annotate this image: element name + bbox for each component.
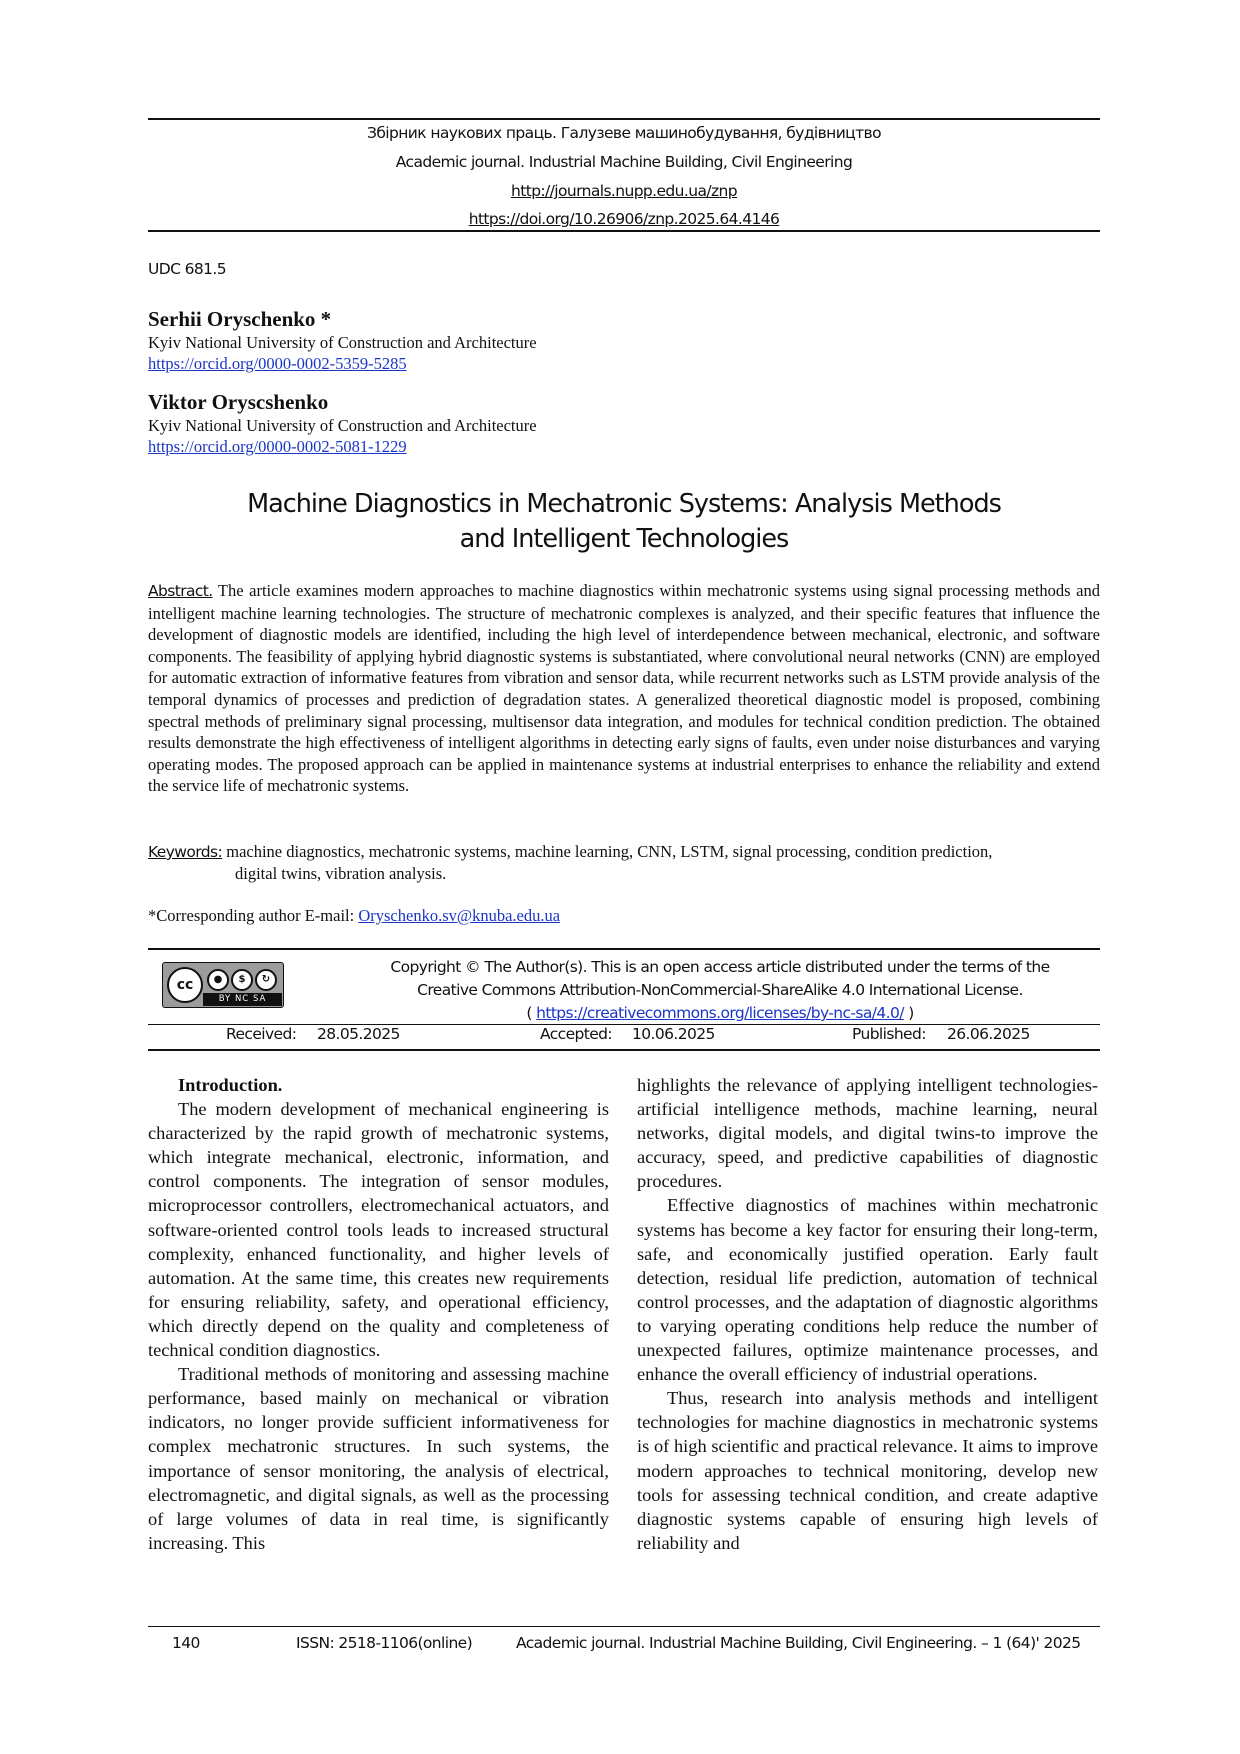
section-heading: Introduction. [178, 1075, 283, 1095]
corresponding-email[interactable]: Oryschenko.sv@knuba.edu.ua [358, 906, 561, 925]
abstract-label: Abstract. [148, 582, 213, 600]
abstract-text: The article examines modern approaches to machine diagnostics within mechatronic systems using signal processing methods and intelligent machine learning technologies. The structure of mechatronic complexes is analyzed, and their specific features that influence the development of diagnostic models are identified, including the high level of interdependence between mechanical, electronic, and software components. The feasibility of applying hybrid diagnostic systems is substantiated, where convolutional neural networks (CNN) are employed for automatic extraction of informative features from vibration and sensor data, while recurrent networks such as LSTM provide analysis of the temporal dynamics of processes and prediction of degradation states. A generalized theoretical diagnostic model is proposed, combining spectral methods of preliminary signal processing, multisensor data integration, and modules for technical condition prediction. The obtained results demonstrate the high effectiveness of intelligent algorithms in detecting early signs of faults, even under noise disturbances and varying operating modes. The proposed approach can be applied in maintenance systems at industrial enterprises to enhance the reliability and extend the service life of mechatronic systems. [148, 581, 1100, 796]
paragraph: The modern development of mechanical engineering is characterized by the rapid growth of mechatronic systems, which integrate mechanical, electronic, information, and control components. The integration of sensor modules, microprocessor controllers, electromechanical actuators, and software-oriented control tools leads to increased structural complexity, enhanced functionality, and higher levels of automation. At the same time, this creates new requirements for ensuring reliability, safety, and operational efficiency, which directly depend on the quality and completeness of technical condition diagnostics. [148, 1099, 609, 1361]
doi [148, 205, 1100, 233]
paragraph: highlights the relevance of applying intelligent technologies-artificial intelligence methods, machine learning, neural networks, digital models, and digital twins-to improve the accuracy, speed, and predictive capabilities of diagnostic procedures. [637, 1075, 1098, 1192]
published-date: 26.06.2025 [947, 1025, 1030, 1043]
license-top-rule [148, 948, 1100, 950]
license-url-link[interactable]: https://creativecommons.org/licenses/by-nc-sa/4.0/ [536, 1004, 904, 1022]
cc-badge-strip: BY NC SA [203, 993, 282, 1006]
paper-title-line2: and Intelligent Technologies [459, 524, 789, 554]
dates-bottom-rule [148, 1049, 1100, 1051]
paragraph: Traditional methods of monitoring and assessing machine performance, based mainly on mechanical or vibration indicators, no longer provide sufficient informativeness for complex mechatronic structures. In such systems, the importance of sensor monitoring, the analysis of electrical, electromagnetic, and digital signals, as well as the processing of large volumes of data in real time, is significantly increasing. This [148, 1364, 609, 1553]
cc-icon: cc [167, 967, 203, 1003]
received-date: 28.05.2025 [317, 1025, 400, 1043]
author-name: Viktor Oryscshenko [148, 390, 329, 414]
by-icon: ● [207, 969, 229, 991]
keywords-label: Keywords: [148, 843, 223, 861]
paper-title-line1: Machine Diagnostics in Mechatronic Systems: Analysis Methods [247, 489, 1001, 519]
orcid-link[interactable]: https://orcid.org/0000-0002-5359-5285 [148, 354, 407, 373]
footer-issn: ISSN: 2518-1106(online) [296, 1634, 473, 1652]
nc-icon: $ [231, 969, 253, 991]
license-line1: Copyright © The Author(s). This is an open access article distributed under the terms of the [390, 958, 1050, 976]
author-affiliation: Kyiv National University of Construction and Architecture [148, 333, 537, 352]
sa-icon: ↻ [255, 969, 277, 991]
page-number: 140 [172, 1634, 200, 1652]
license-line3: ( https://creativecommons.org/licenses/by-nc-sa/4.0/ ) [526, 1004, 914, 1022]
keywords [148, 841, 1100, 885]
paragraph: Effective diagnostics of machines within mechatronic systems has become a key factor for ensuring their long-term, safe, and economically justified operation. Early fault detection, residual life prediction, automation of technical control processes, and the adaptation of diagnostic algorithms to varying operating conditions help reduce the number of unexpected failures, optimize maintenance processes, and enhance the overall efficiency of industrial operations. [637, 1195, 1098, 1385]
keywords-line1: machine diagnostics, mechatronic systems, machine learning, CNN, LSTM, signal processing, condition prediction, [222, 842, 993, 861]
cc-license-badge[interactable] [162, 962, 284, 1008]
corresponding-author [148, 906, 560, 926]
body-column-left [148, 1073, 609, 1555]
doi-link[interactable]: https://doi.org/10.26906/znp.2025.64.4146 [468, 210, 780, 228]
journal-url-link[interactable]: http://journals.nupp.edu.ua/znp [511, 182, 737, 200]
received-label: Received: [226, 1025, 297, 1043]
footer-journal: Academic journal. Industrial Machine Building, Civil Engineering. – 1 (64)' 2025 [516, 1634, 1081, 1652]
journal-title-en: Academic journal. Industrial Machine Building, Civil Engineering [395, 153, 853, 171]
body-column-right [637, 1073, 1098, 1555]
footer-rule [148, 1626, 1100, 1627]
author-block-1 [148, 307, 537, 374]
author-affiliation: Kyiv National University of Construction and Architecture [148, 416, 537, 435]
abstract [148, 580, 1100, 797]
paragraph: Thus, research into analysis methods and intelligent technologies for machine diagnostics in mechatronic systems is of high scientific and practical relevance. It aims to improve modern approaches to technical monitoring, develop new tools for assessing technical condition, and create adaptive diagnostic systems capable of ensuring high levels of reliability and [637, 1388, 1098, 1553]
published-label: Published: [852, 1025, 926, 1043]
accepted-label: Accepted: [540, 1025, 613, 1043]
header-bottom-rule [148, 230, 1100, 232]
accepted-date: 10.06.2025 [632, 1025, 715, 1043]
corresponding-label: *Corresponding author E-mail: [148, 906, 359, 925]
udc: UDC 681.5 [148, 260, 227, 278]
journal-url [148, 177, 1100, 205]
license-line2: Creative Commons Attribution-NonCommercial-ShareAlike 4.0 International License. [417, 981, 1023, 999]
orcid-link[interactable]: https://orcid.org/0000-0002-5081-1229 [148, 437, 407, 456]
author-block-2 [148, 390, 537, 457]
journal-title-ua: Збірник наукових праць. Галузеве машинобудування, будівництво [367, 124, 881, 142]
author-name: Serhii Oryschenko * [148, 307, 332, 331]
keywords-line2: digital twins, vibration analysis. [235, 864, 447, 883]
